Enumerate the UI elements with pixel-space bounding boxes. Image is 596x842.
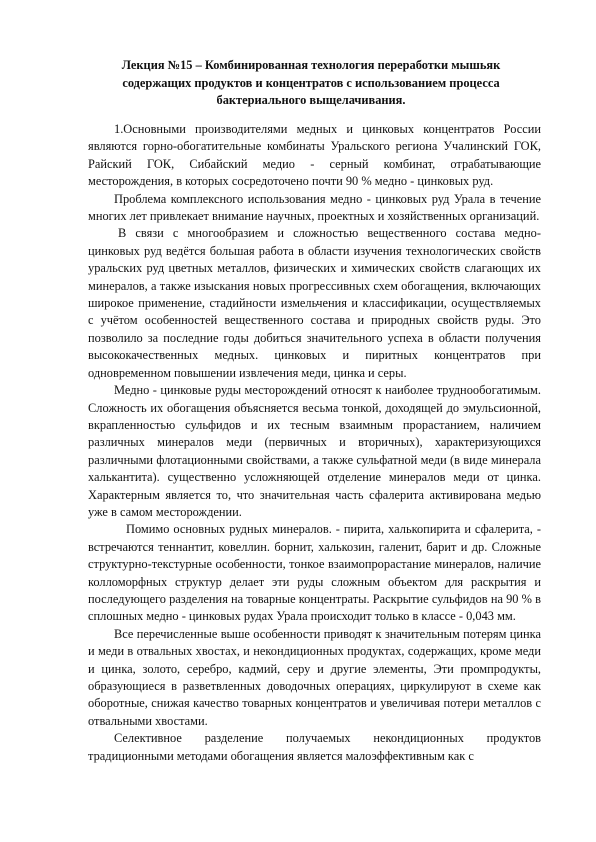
- lecture-title: Лекция №15 – Комбинированная технология переработки мышьяк содержащих продуктов и концентратов с использованием процесса бактериального выщелачивания.: [121, 58, 501, 108]
- document-body: [88, 121, 541, 765]
- paragraph-problem: Проблема комплексного использования медно - цинковых руд Урала в течение многих лет привлекает внимание научных, проектных и хозяйственных организаций.: [88, 191, 541, 224]
- paragraph-selective-separation: Селективное разделение получаемых некондиционных продуктов традиционными методами обогащения является малоэффективным как с: [88, 731, 541, 763]
- paragraph-minerals: Помимо основных рудных минералов. - пирита, халькопирита и сфалерита, - встречаются теннантит, ковеллин. борнит, халькозин, галенит, барит и др. Сложные структурно-текстурные особенности, тонкое взаимопрорастание минералов, наличие колломорфных структур делает эти руды сложным объектом для раскрытия и последующего разделения на товарные концентраты. Раскрытие сульфидов на 90 % в сплошных медно - цинковых рудах Урала происходит только в классе - 0,043 мм.: [88, 522, 541, 624]
- paragraph-losses: Все перечисленные выше особенности приводят к значительным потерям цинка и меди в отвальных хвостах, и некондиционных продуктах, содержащих, кроме меди и цинка, золото, серебро, кадмий, серу и другие элементы, Эти промпродукты, образующиеся в разветвленных доводочных операциях, циркулируют в схеме как оборотные, снижая качество товарных концентратов и увеличивая потери металлов с отвальными хвостами.: [88, 626, 541, 728]
- paragraph-research: В связи с многообразием и сложностью вещественного состава медно-цинковых руд ведётся большая работа в области изучения технологических свойств уральских руд цветных металлов, физических и химических свойств слагающих их минералов, а также изыскания новых прогрессивных схем обогащения, включающих широкое применение, стадийности измельчения и классификации, осуществляемых с учётом особенностей вещественного состава и природных свойств руды. Это позволило за последние годы добиться значительного успеха в области получения высококачественных медных. цинковых и пиритных концентратов при одновременном повышении извлечения меди, цинка и серы.: [88, 226, 541, 380]
- paragraph-producers: 1.Основными производителями медных и цинковых концентратов России являются горно-обогатительные комбинаты Уральского региона Учалинский ГОК, Райский ГОК, Сибайский медио - серный комбинат, отрабатывающие месторождения, в которых сосредоточено почти 90 % медно - цинковых руд.: [88, 122, 541, 189]
- paragraph-complexity: Медно - цинковые руды месторождений относят к наиболее труднообогатимым. Сложность их обогащения объясняется весьма тонкой, доходящей до эмульсионной, вкрапленностью сульфидов и их тесным взаимным прорастанием, наличием различных минералов меди (первичных и вторичных), характеризующихся различными флотационными свойствами, а также сульфатной меди (в виде минерала халькантита). существенно усложняющей отделение минералов меди от цинка. Характерным является то, что значительная часть сфалерита активирована медью уже в самом месторождении.: [88, 383, 541, 519]
